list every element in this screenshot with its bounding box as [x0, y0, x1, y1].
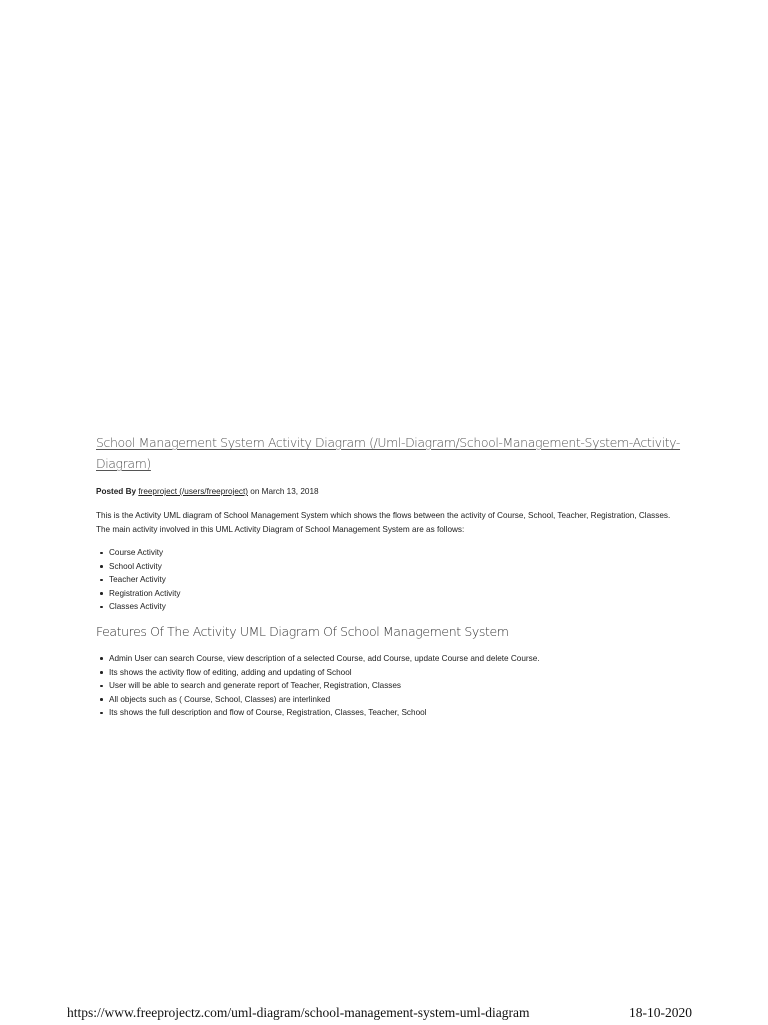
byline: [96, 486, 696, 498]
activity-list: [96, 546, 696, 614]
article: [96, 432, 696, 720]
list-item: Classes Activity: [100, 600, 696, 614]
list-item: All objects such as ( Course, School, Classes) are interlinked: [100, 693, 696, 707]
features-list: [96, 652, 696, 720]
footer-url: https://www.freeprojectz.com/uml-diagram/school-management-system-uml-diagram: [67, 1005, 530, 1020]
list-item: School Activity: [100, 560, 696, 574]
print-footer: [0, 1005, 768, 1025]
list-item: User will be able to search and generate report of Teacher, Registration, Classes: [100, 679, 696, 693]
article-title-link[interactable]: School Management System Activity Diagram (/Uml-Diagram/School-Management-System-Activity-Diagram): [96, 435, 681, 471]
intro-paragraph: This is the Activity UML diagram of School Management System which shows the flows between the activity of Course, School, Teacher, Registration, Classes. The main activity involved in this UML Activity Diagram of School Management System are as follows:: [96, 511, 671, 534]
list-item: Its shows the full description and flow of Course, Registration, Classes, Teacher, School: [100, 706, 696, 720]
author-link[interactable]: freeproject (/users/freeproject): [138, 487, 248, 496]
post-date: on March 13, 2018: [250, 487, 319, 496]
features-heading: Features Of The Activity UML Diagram Of School Management System: [96, 623, 509, 639]
list-item: Teacher Activity: [100, 573, 696, 587]
list-item: Registration Activity: [100, 587, 696, 601]
footer-date: 18-10-2020: [629, 1005, 692, 1020]
posted-by-label: Posted By: [96, 487, 137, 496]
list-item: Course Activity: [100, 546, 696, 560]
list-item: Admin User can search Course, view description of a selected Course, add Course, update Course and delete Course.: [100, 652, 696, 666]
list-item: Its shows the activity flow of editing, adding and updating of School: [100, 666, 696, 680]
